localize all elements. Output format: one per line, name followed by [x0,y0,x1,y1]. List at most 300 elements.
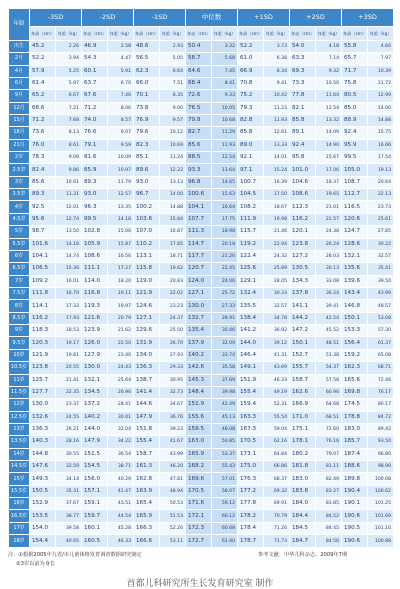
height-cell: 144.0 [238,337,264,349]
weight-cell: 15.30 [56,263,82,275]
height-cell: 73.3 [290,77,316,89]
weight-cell: 35.31 [56,485,82,497]
weight-cell: 16.39 [264,176,290,188]
weight-cell: 3.32 [212,40,238,52]
weight-cell: 7.68 [56,114,82,126]
height-cell: 123.8 [290,238,316,250]
height-cell: 144.2 [290,312,316,324]
weight-cell: 14.88 [368,114,394,126]
table-row [9,325,394,337]
height-cell: 134.0 [134,349,160,361]
height-cell: 120.7 [186,263,212,275]
height-cell: 72.6 [186,90,212,102]
height-cell: 183.0 [290,473,316,485]
weight-cell: 28.03 [316,250,342,262]
weight-cell: 38.71 [108,461,134,473]
height-cell: 165.9 [186,448,212,460]
height-cell: 156.4 [342,337,368,349]
weight-cell: 7.45 [212,65,238,77]
weight-cell: 9.07 [108,127,134,139]
weight-cell: 45.13 [212,411,238,423]
height-cell: 159.4 [238,399,264,411]
height-cell: 124.7 [342,226,368,238]
weight-cell: 36.92 [264,325,290,337]
height-cell: 190.4 [342,485,368,497]
weight-cell: 16.87 [160,226,186,238]
weight-cell: 45.52 [316,325,342,337]
table-row [9,238,394,250]
height-subheader: 身高（cm） [290,26,316,40]
height-cell: 97.1 [238,164,264,176]
height-cell: 163.3 [238,411,264,423]
weight-cell: 25.64 [108,374,134,386]
height-cell: 180.2 [290,448,316,460]
height-cell: 178.4 [238,522,264,534]
age-cell: 5岁 [9,226,30,238]
weight-cell: 23.40 [108,349,134,361]
weight-cell: 2.93 [160,40,186,52]
weight-cell: 7.51 [160,77,186,89]
weight-cell: 48.08 [212,423,238,435]
weight-cell: 5.97 [56,77,82,89]
height-cell: 76.9 [134,114,160,126]
footer-credit: 首都儿科研究所生长发育研究室 制作 [126,579,274,589]
weight-cell: 36.24 [316,287,342,299]
height-cell: 145.3 [186,374,212,386]
weight-cell: 55.54 [264,411,290,423]
weight-cell: 10.09 [108,152,134,164]
height-cell: 76.5 [186,102,212,114]
height-cell: 137.8 [290,287,316,299]
table-row [9,423,394,435]
height-cell: 125.6 [238,263,264,275]
height-cell: 54.3 [82,53,108,65]
weight-cell: 66.86 [264,461,290,473]
height-cell: 61.4 [30,77,56,89]
age-cell: 7.5岁 [9,287,30,299]
height-cell: 135.6 [342,263,368,275]
table-row [9,139,394,151]
weight-cell: 16.56 [108,250,134,262]
weight-cell: 25.61 [368,213,394,225]
height-cell: 114.1 [30,300,56,312]
table-row [9,522,394,534]
weight-cell: 18.71 [160,250,186,262]
height-cell: 121.6 [82,312,108,324]
weight-cell: 57.58 [316,374,342,386]
weight-cell: 49.19 [264,386,290,398]
weight-cell: 20.79 [108,312,134,324]
table-row [9,510,394,522]
age-cell: 15岁 [9,473,30,485]
weight-cell: 9.41 [264,77,290,89]
height-cell: 79.3 [238,102,264,114]
height-cell: 46.9 [82,40,108,52]
age-cell: 13岁 [9,423,30,435]
weight-cell: 30.01 [108,411,134,423]
weight-cell: 30.55 [56,448,82,460]
height-cell: 162.8 [134,473,160,485]
table-row [9,176,394,188]
age-cell: 3.5岁 [9,189,30,201]
height-cell: 107.0 [134,226,160,238]
weight-cell: 22.35 [56,386,82,398]
weight-cell: 13.50 [56,226,82,238]
table-row [9,411,394,423]
weight-cell: 42.54 [316,312,342,324]
height-cell: 147.2 [290,325,316,337]
height-cell: 119.3 [82,300,108,312]
height-cell: 85.8 [290,114,316,126]
weight-cell: 57.30 [368,325,394,337]
age-cell: 15.5岁 [9,485,30,497]
height-cell: 85.6 [186,139,212,151]
age-cell: 6月 [9,77,30,89]
height-cell: 70.1 [134,90,160,102]
weight-cell: 8.13 [56,127,82,139]
height-cell: 118.3 [30,325,56,337]
height-cell: 138.7 [134,374,160,386]
height-cell: 158.7 [290,374,316,386]
age-cell: 18月 [9,127,30,139]
weight-cell: 40.65 [56,535,82,548]
table-row [9,201,394,213]
age-cell: 11.5岁 [9,386,30,398]
age-cell: 14.5岁 [9,461,30,473]
height-cell: 150.5 [30,485,56,497]
weight-cell: 30.33 [264,287,290,299]
weight-cell: 101.25 [368,498,394,510]
height-cell: 105.0 [342,164,368,176]
height-cell: 78.3 [30,152,56,164]
height-cell: 178.8 [342,411,368,423]
weight-cell: 46.33 [264,374,290,386]
weight-cell: 20.64 [368,176,394,188]
weight-cell: 22.02 [160,287,186,299]
weight-cell: 32.73 [160,386,186,398]
height-cell: 175.0 [238,461,264,473]
weight-cell: 101.10 [368,522,394,534]
weight-cell: 68.71 [368,362,394,374]
height-cell: 95.8 [290,152,316,164]
height-cell: 187.4 [342,448,368,460]
weight-cell: 53.08 [368,312,394,324]
weight-cell: 24.06 [212,275,238,287]
weight-cell: 6.70 [108,77,134,89]
weight-cell: 68.37 [264,473,290,485]
table-row [9,114,394,126]
height-cell: 116.2 [30,312,56,324]
sd-column-header: -3SD [30,9,82,27]
height-cell: 163.9 [134,485,160,497]
weight-cell: 26.70 [160,337,186,349]
height-cell: 71.7 [342,65,368,77]
height-cell: 163.0 [186,436,212,448]
weight-cell: 11.23 [264,102,290,114]
height-cell: 104.1 [186,201,212,213]
height-cell: 171.6 [186,498,212,510]
weight-cell: 64.84 [264,448,290,460]
height-subheader: 身高（cm） [134,26,160,40]
weight-cell: 71.20 [264,522,290,534]
weight-cell: 26.96 [108,386,134,398]
height-cell: 151.8 [134,423,160,435]
height-cell: 96.7 [134,189,160,201]
height-cell: 52.2 [30,53,56,65]
height-cell: 190.1 [342,498,368,510]
height-cell: 85.1 [134,152,160,164]
footnote-source: 注：①根据2005年九省/市儿童体格发育调查数据研究制定 [8,552,142,558]
height-cell: 147.9 [82,436,108,448]
height-cell: 147.6 [30,461,56,473]
weight-cell: 18.20 [108,275,134,287]
height-cell: 165.6 [342,374,368,386]
weight-cell: 16.66 [368,139,394,151]
weight-cell: 19.62 [160,263,186,275]
weight-cell: 27.93 [160,349,186,361]
height-subheader: 身高（cm） [82,26,108,40]
height-cell: 85.6 [30,176,56,188]
weight-cell: 10.42 [264,90,290,102]
height-cell: 134.5 [82,386,108,398]
height-cell: 152.7 [290,349,316,361]
weight-cell: 9.00 [160,102,186,114]
growth-standard-table-container [8,8,393,548]
height-cell: 136.3 [134,362,160,374]
weight-cell: 54.37 [316,362,342,374]
weight-cell: 72.46 [368,374,394,386]
height-cell: 104.6 [290,176,316,188]
weight-cell: 10.39 [368,65,394,77]
height-cell: 140.3 [30,436,56,448]
weight-cell: 30.22 [368,238,394,250]
table-row [9,250,394,262]
weight-cell: 46.20 [160,461,186,473]
weight-subheader: 体重（kg） [316,26,342,40]
growth-standard-table [8,8,394,548]
weight-cell: 11.72 [368,77,394,89]
weight-cell: 5.25 [56,65,82,77]
height-cell: 92.1 [238,152,264,164]
height-cell: 105.9 [82,238,108,250]
weight-cell: 93.50 [368,436,394,448]
age-cell: 9岁 [9,325,30,337]
weight-cell: 24.55 [56,411,82,423]
height-cell: 111.1 [82,263,108,275]
height-cell: 141.1 [290,300,316,312]
weight-subheader: 体重（kg） [108,26,134,40]
height-cell: 66.9 [238,65,264,77]
weight-cell: 37.69 [212,374,238,386]
height-cell: 185.7 [342,436,368,448]
weight-cell: 18.37 [316,176,342,188]
sd-column-header: +3SD [342,9,394,27]
height-cell: 85.0 [342,102,368,114]
height-cell: 95.6 [30,213,56,225]
height-cell: 89.3 [30,189,56,201]
height-cell: 177.8 [238,498,264,510]
weight-cell: 33.74 [212,349,238,361]
weight-cell: 43.99 [368,287,394,299]
weight-cell: 27.33 [212,300,238,312]
height-cell: 165.4 [134,498,160,510]
height-cell: 114.0 [82,275,108,287]
height-cell: 82.7 [186,127,212,139]
weight-cell: 43.51 [108,498,134,510]
weight-cell: 17.75 [212,213,238,225]
table-row [9,287,394,299]
height-cell: 65.2 [30,90,56,102]
height-cell: 190.5 [342,522,368,534]
sd-column-header: -2SD [82,9,134,27]
height-cell: 106.5 [30,263,56,275]
age-cell: 4月 [9,65,30,77]
weight-cell: 51.38 [316,349,342,361]
weight-cell: 33.08 [316,275,342,287]
height-cell: 77.8 [290,90,316,102]
weight-cell: 11.64 [316,90,342,102]
height-cell: 82.4 [30,164,56,176]
weight-cell: 30.95 [160,374,186,386]
weight-cell: 8.41 [212,77,238,89]
sd-column-header: +1SD [238,9,290,27]
height-cell: 157.1 [82,485,108,497]
table-row [9,485,394,497]
height-cell: 100.6 [186,189,212,201]
weight-cell: 21.41 [56,374,82,386]
height-cell: 155.6 [186,411,212,423]
height-cell: 153.5 [30,510,56,522]
age-column-header: 年龄 [9,9,30,41]
weight-cell: 15.75 [368,127,394,139]
weight-cell: 7.97 [368,53,394,65]
age-cell: 18岁 [9,535,30,548]
age-cell: 10.5岁 [9,362,30,374]
age-cell: 12.5岁 [9,411,30,423]
weight-cell: 98.90 [368,461,394,473]
height-cell: 92.4 [290,139,316,151]
height-cell: 79.8 [186,114,212,126]
weight-cell: 17.85 [160,238,186,250]
weight-cell: 9.57 [160,114,186,126]
table-row [9,189,394,201]
table-row [9,498,394,510]
height-cell: 71.2 [82,102,108,114]
table-row [9,65,394,77]
weight-cell: 25.50 [160,325,186,337]
height-cell: 167.3 [238,423,264,435]
height-cell: 127.1 [134,312,160,324]
height-cell: 111.8 [30,287,56,299]
weight-cell: 26.24 [316,238,342,250]
weight-cell: 18.98 [212,226,238,238]
weight-subheader: 体重（kg） [56,26,82,40]
height-cell: 144.0 [82,423,108,435]
weight-cell: 41.31 [264,349,290,361]
height-cell: 48.6 [134,40,160,52]
height-cell: 190.6 [342,535,368,548]
height-cell: 100.7 [238,176,264,188]
weight-cell: 10.12 [160,127,186,139]
height-cell: 113.1 [134,250,160,262]
height-cell: 112.7 [342,189,368,201]
weight-cell: 21.26 [212,250,238,262]
weight-cell: 84.72 [368,411,394,423]
height-cell: 73.6 [30,127,56,139]
height-cell: 172.1 [186,510,212,522]
weight-cell: 14.88 [160,201,186,213]
age-cell: 12月 [9,102,30,114]
height-cell: 170.5 [186,485,212,497]
table-row [9,53,394,65]
weight-cell: 12.74 [56,213,82,225]
height-cell: 146.8 [342,300,368,312]
weight-cell: 15.06 [108,226,134,238]
height-cell: 108.6 [82,250,108,262]
height-cell: 119.2 [238,238,264,250]
height-cell: 85.9 [82,164,108,176]
height-cell: 88.9 [342,114,368,126]
height-cell: 159.1 [82,498,108,510]
height-cell: 127.2 [290,250,316,262]
weight-cell: 30.46 [212,325,238,337]
weight-cell: 29.33 [160,362,186,374]
weight-cell: 43.99 [160,448,186,460]
height-cell: 69.3 [290,65,316,77]
weight-cell: 21.46 [264,226,290,238]
weight-cell: 14.90 [316,139,342,151]
weight-cell: 65.08 [368,349,394,361]
height-cell: 109.2 [30,275,56,287]
weight-cell: 22.50 [108,337,134,349]
height-cell: 127.7 [30,386,56,398]
height-cell: 108.6 [290,189,316,201]
weight-cell: 68.51 [316,411,342,423]
weight-cell: 12.61 [264,127,290,139]
weight-cell: 81.11 [316,461,342,473]
height-cell: 166.6 [134,535,160,548]
age-cell: 3岁 [9,176,30,188]
height-cell: 130.0 [30,399,56,411]
height-cell: 147.9 [134,411,160,423]
height-cell: 172.7 [186,535,212,548]
weight-cell: 17.93 [56,312,82,324]
weight-cell: 84.45 [316,522,342,534]
weight-cell: 8.57 [108,114,134,126]
height-cell: 127.9 [82,349,108,361]
table-row [9,164,394,176]
height-cell: 166.9 [290,399,316,411]
height-cell: 184.0 [290,498,316,510]
age-cell: 2月 [9,53,30,65]
height-cell: 138.4 [238,312,264,324]
height-cell: 67.6 [82,90,108,102]
weight-cell: 5.91 [108,65,134,77]
weight-cell: 15.24 [264,164,290,176]
height-cell: 149.3 [30,473,56,485]
height-cell: 50.4 [186,40,212,52]
weight-cell: 2.58 [108,40,134,52]
weight-cell: 5.68 [212,53,238,65]
weight-cell: 24.38 [316,226,342,238]
weight-cell: 101.69 [368,510,394,522]
weight-cell: 39.98 [212,386,238,398]
height-cell: 161.3 [134,461,160,473]
weight-cell: 61.37 [368,337,394,349]
sd-column-header: +2SD [290,9,342,27]
height-cell: 150.1 [342,312,368,324]
weight-cell: 62.16 [264,436,290,448]
